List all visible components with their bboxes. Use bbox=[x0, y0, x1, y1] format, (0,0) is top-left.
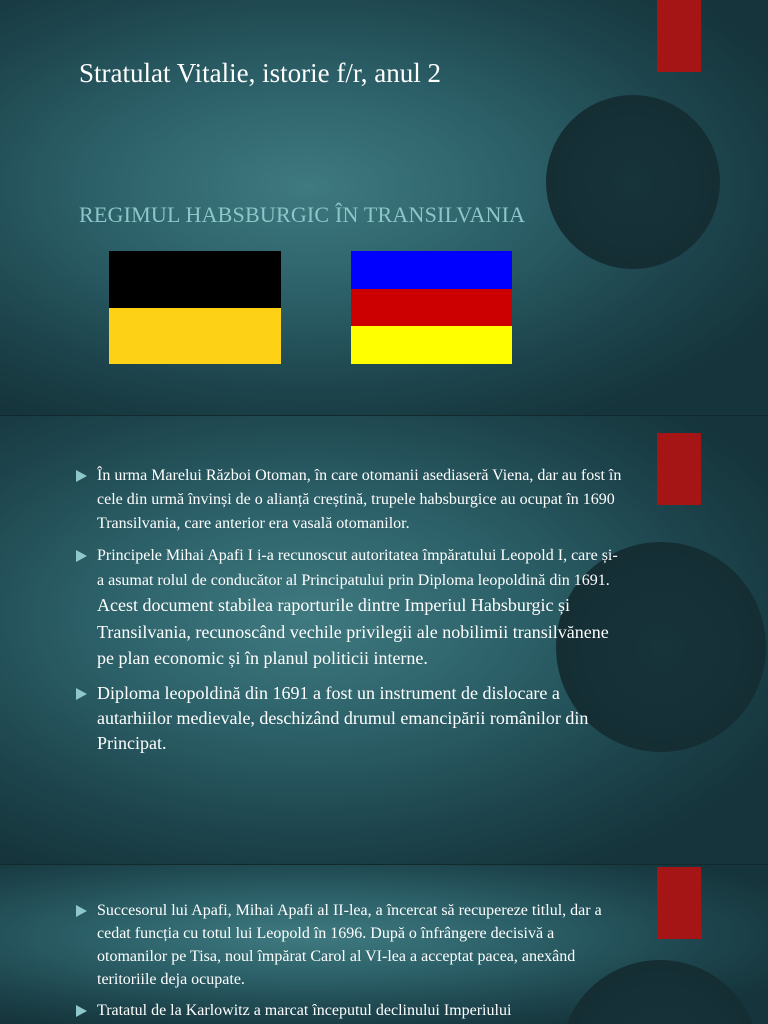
bullet-item bbox=[76, 899, 623, 991]
bullet-text: Tratatul de la Karlowitz a marcat începutul declinului Imperiului bbox=[97, 1002, 512, 1019]
bullet-text: Succesorul lui Apafi, Mihai Apafi al II-lea, a încercat să recupereze titlul, dar a cedat funcția cu totul lui Leopold în 1696. După o înfrângere decisivă a otomanilor pe Tisa, noul împărat Carol al VI-lea a acceptat pacea, anexând teritoriile deja ocupate. bbox=[97, 902, 602, 988]
flag-stripe-yellow bbox=[109, 308, 281, 364]
accent-bar bbox=[657, 433, 701, 505]
bullet-list bbox=[76, 464, 623, 764]
flag-habsburg bbox=[109, 251, 281, 364]
flag-stripe-red bbox=[351, 289, 512, 326]
author-line: Stratulat Vitalie, istorie f/r, anul 2 bbox=[79, 58, 441, 88]
bullet-text: Diploma leopoldină din 1691 a fost un instrument de dislocare a autarhiilor medievale, deschizând drumul emancipării românilor din Principat. bbox=[97, 682, 589, 753]
bullet-item bbox=[76, 999, 623, 1022]
bullet-arrow-icon bbox=[76, 688, 87, 700]
accent-bar bbox=[657, 0, 701, 72]
bullet-list bbox=[76, 899, 623, 1024]
bullet-text: În urma Marelui Război Otoman, în care otomanii asediaseră Viena, dar au fost în cele din urmă învinși de o alianță creștină, trupele habsburgice au ocupat în 1690 Transilvania, care anterior era vasală otomanilor. bbox=[97, 467, 622, 532]
presentation-title: REGIMUL HABSBURGIC ÎN TRANSILVANIA bbox=[79, 202, 526, 227]
bullet-text-cont: Acest document stabilea raporturile dintre Imperiul Habsburgic și Transilvania, recunoscând vechile privilegii ale nobilimii transilvănene pe plan economic și în planul politicii interne. bbox=[97, 595, 609, 668]
bullet-arrow-icon bbox=[76, 905, 87, 917]
flag-stripe-blue bbox=[351, 251, 512, 289]
bullet-item bbox=[76, 681, 623, 756]
bullet-item bbox=[76, 464, 623, 536]
bullet-text: Principele Mihai Apafi I i-a recunoscut autoritatea împăratului Leopold I, care și-a asumat rolul de conducător al Principatului prin Diploma leopoldină din 1691. bbox=[97, 547, 618, 589]
flag-transylvania bbox=[351, 251, 512, 364]
accent-bar bbox=[657, 867, 701, 939]
flag-stripe-black bbox=[109, 251, 281, 308]
decor-circle bbox=[546, 95, 720, 269]
bullet-arrow-icon bbox=[76, 550, 87, 562]
slide-title bbox=[0, 0, 768, 415]
flag-stripe-yellow bbox=[351, 326, 512, 364]
bullet-item bbox=[76, 544, 623, 673]
slide-content-1 bbox=[0, 416, 768, 864]
bullet-arrow-icon bbox=[76, 470, 87, 482]
bullet-arrow-icon bbox=[76, 1005, 87, 1017]
slide-content-2 bbox=[0, 865, 768, 1024]
